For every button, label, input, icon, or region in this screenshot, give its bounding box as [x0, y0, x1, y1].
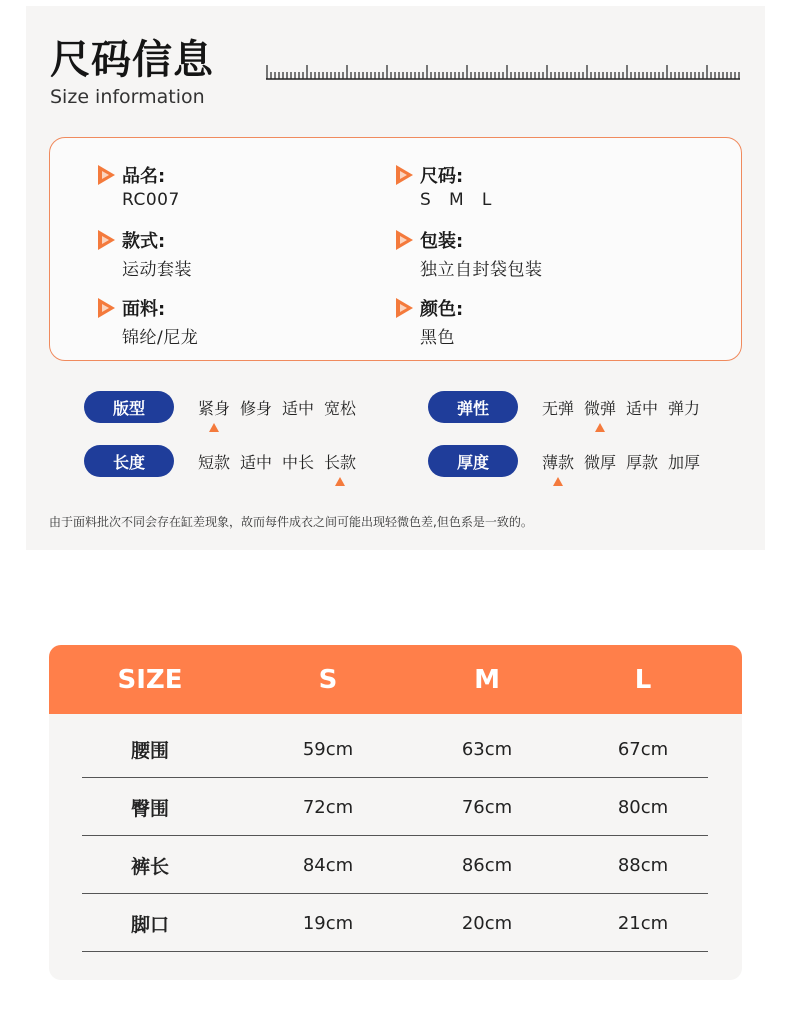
row-label: 腰围	[130, 739, 169, 762]
product-info-card	[49, 137, 742, 361]
spec-options	[542, 396, 710, 419]
info-item-style: 款式: 运动套装	[96, 229, 192, 280]
size-table-header	[49, 645, 742, 714]
row-label: 臀围	[130, 797, 169, 820]
table-cell: 76cm	[461, 796, 513, 818]
selected-marker-icon	[209, 423, 219, 432]
spec-pill: 版型	[84, 391, 174, 423]
table-cell: 67cm	[617, 738, 669, 760]
table-row	[82, 836, 708, 894]
spec-pill: 厚度	[428, 445, 518, 477]
spec-option: 适中	[240, 452, 273, 472]
table-row	[82, 720, 708, 778]
header-l: L	[634, 664, 652, 695]
spec-pill: 弹性	[428, 391, 518, 423]
table-cell: 20cm	[461, 912, 513, 934]
play-arrow-icon	[394, 164, 414, 186]
table-cell: 88cm	[617, 854, 669, 876]
spec-options	[542, 450, 710, 473]
page-subtitle: Size information	[50, 86, 205, 108]
spec-option: 加厚	[668, 452, 701, 472]
spec-option: 适中	[282, 398, 315, 418]
header-m: M	[474, 664, 500, 695]
table-cell: 63cm	[461, 738, 513, 760]
spec-option: 弹力	[668, 398, 701, 418]
spec-option: 中长	[282, 452, 315, 472]
play-arrow-icon	[394, 229, 414, 251]
spec-option: 薄款	[542, 450, 574, 473]
spec-option: 紧身	[198, 396, 230, 419]
play-arrow-icon	[394, 297, 414, 319]
spec-option: 宽松	[324, 398, 357, 418]
header-s: S	[318, 664, 338, 695]
table-cell: 21cm	[617, 912, 669, 934]
play-arrow-icon	[96, 164, 116, 186]
info-item-color: 颜色: 黑色	[394, 297, 463, 348]
table-cell: 72cm	[302, 796, 354, 818]
spec-option: 适中	[626, 398, 659, 418]
spec-options	[198, 450, 366, 473]
table-cell: 59cm	[302, 738, 354, 760]
table-row	[82, 894, 708, 952]
info-item-fabric: 面料: 锦纶/尼龙	[96, 297, 198, 348]
table-cell: 86cm	[461, 854, 513, 876]
spec-row-thickness	[428, 444, 710, 478]
header-size: SIZE	[117, 664, 183, 695]
spec-option: 厚款	[626, 452, 659, 472]
page-title: 尺码信息	[50, 37, 214, 83]
spec-option: 微弹	[584, 396, 616, 419]
spec-row-length	[84, 444, 366, 478]
ruler-decoration	[266, 64, 740, 80]
info-item-name: 品名: RC007	[96, 164, 180, 210]
table-row	[82, 778, 708, 836]
spec-options	[198, 396, 366, 419]
row-label: 裤长	[130, 855, 169, 878]
play-arrow-icon	[96, 229, 116, 251]
play-arrow-icon	[96, 297, 116, 319]
spec-row-elasticity	[428, 390, 710, 424]
table-cell: 19cm	[302, 912, 354, 934]
size-table	[49, 645, 742, 980]
selected-marker-icon	[595, 423, 605, 432]
table-cell: 80cm	[617, 796, 669, 818]
size-info-panel	[26, 6, 765, 550]
spec-option: 修身	[240, 398, 273, 418]
spec-option: 长款	[324, 450, 356, 473]
row-label: 脚口	[130, 913, 169, 936]
info-item-package: 包装: 独立自封袋包装	[394, 229, 543, 280]
color-variance-note: 由于面料批次不同会存在缸差现象，故而每件成衣之间可能出现轻微色差,但色系是一致的。	[49, 515, 533, 529]
spec-option: 短款	[198, 452, 231, 472]
spec-option: 无弹	[542, 398, 575, 418]
spec-option: 微厚	[584, 452, 617, 472]
selected-marker-icon	[553, 477, 563, 486]
selected-marker-icon	[335, 477, 345, 486]
info-item-size: 尺码: S M L	[394, 164, 492, 210]
spec-pill: 长度	[84, 445, 174, 477]
spec-row-fit	[84, 390, 366, 424]
table-cell: 84cm	[302, 854, 354, 876]
